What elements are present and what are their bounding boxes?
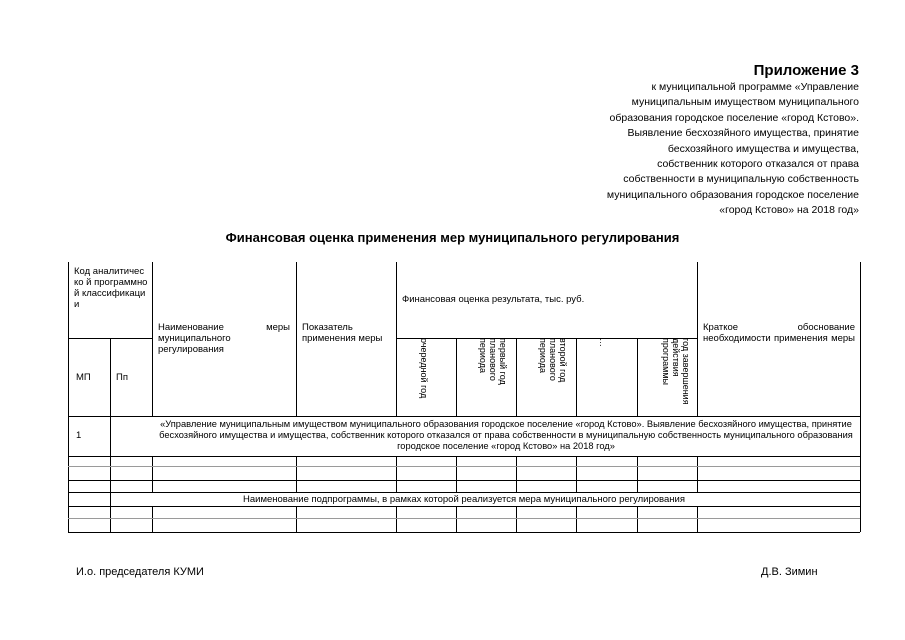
grid-line: [296, 262, 297, 416]
grid-line: [396, 262, 397, 416]
pp-header: Пп: [116, 372, 128, 383]
appendix-line: муниципального образования городское поселение: [606, 188, 859, 201]
period-header-current-year: очередной год: [419, 338, 429, 399]
grid-line: [296, 456, 297, 492]
grid-line: [68, 506, 860, 507]
appendix-line: бесхозяйного имущества и имущества,: [667, 142, 859, 155]
appendix-line: Выявление бесхозяйного имущества, принятие: [627, 127, 859, 140]
period-header-text: год завершения действия программы: [661, 338, 691, 405]
period-header-second-plan-year: [522, 338, 568, 414]
grid-line: [296, 506, 297, 532]
period-header-ellipsis: …: [598, 338, 608, 347]
financial-group-header: Финансовая оценка результата, тыс. руб.: [402, 294, 585, 305]
row-1-program-name: «Управление муниципальным имуществом муниципального образования городское поселение «город Кстово». Выявление бесхозяйного имущества, принятие бесхозяйного имущества и имущества, собственник которого отказался от права собственности в муниципальную собственность муниципального образования городское поселение «город Кстово» на 2018 год»: [159, 419, 853, 451]
grid-line: [396, 506, 397, 532]
appendix-line: муниципальным имуществом муниципального: [631, 96, 859, 109]
mp-header: МП: [76, 372, 91, 383]
appendix-line: собственник которого отказался от права: [657, 158, 859, 171]
grid-line: [152, 506, 153, 532]
signatory-position: И.о. председателя КУМИ: [76, 566, 204, 578]
grid-line: [68, 480, 860, 481]
grid-line: [68, 532, 860, 533]
grid-line: [456, 456, 457, 492]
grid-line: [68, 456, 860, 457]
row-1-code: 1: [76, 430, 82, 441]
grid-line: [697, 456, 698, 492]
appendix-line: образования городское поселение «город Кстово».: [609, 111, 859, 124]
grid-line: [516, 456, 517, 492]
grid-line: [697, 262, 698, 416]
grid-line: [860, 262, 861, 532]
document-title: Финансовая оценка применения мер муниципального регулирования: [225, 230, 680, 245]
measure-name-header: Наименование меры муниципального регулирования: [158, 322, 290, 355]
subprogram-row: Наименование подпрограммы, в рамках которой реализуется мера муниципального регулирования: [243, 494, 685, 505]
grid-line: [637, 456, 638, 492]
period-header-text: второй год планового периода: [538, 338, 568, 383]
grid-line: [68, 416, 860, 417]
grid-line: [576, 456, 577, 492]
appendix-line: к муниципальной программе «Управление: [651, 81, 859, 93]
grid-line: [637, 506, 638, 532]
grid-line: [68, 466, 860, 467]
indicator-header: Показатель применения меры: [302, 322, 383, 344]
grid-line: [576, 338, 577, 416]
period-header-final-year: [643, 338, 691, 414]
code-group-header: Код аналитическо й программной классификаци и: [74, 266, 148, 310]
grid-line: [456, 506, 457, 532]
rationale-header: Краткое обоснование необходимости применения меры: [703, 322, 855, 344]
appendix-line: собственности в муниципальную собственность: [623, 173, 859, 186]
grid-line: [697, 506, 698, 532]
period-header-text: первый год планового периода: [478, 338, 508, 385]
grid-line: [68, 338, 152, 339]
period-header-first-plan-year: [462, 338, 508, 414]
grid-line: [516, 338, 517, 416]
grid-line: [576, 506, 577, 532]
grid-line: [637, 338, 638, 416]
grid-line: [68, 492, 860, 493]
grid-line: [396, 456, 397, 492]
grid-line: [516, 506, 517, 532]
appendix-title: Приложение 3: [753, 62, 859, 79]
signatory-name: Д.В. Зимин: [761, 566, 818, 578]
appendix-line: «город Кстово» на 2018 год»: [719, 204, 859, 217]
grid-line: [68, 518, 860, 519]
grid-line: [152, 262, 153, 416]
grid-line: [456, 338, 457, 416]
grid-line: [152, 456, 153, 492]
